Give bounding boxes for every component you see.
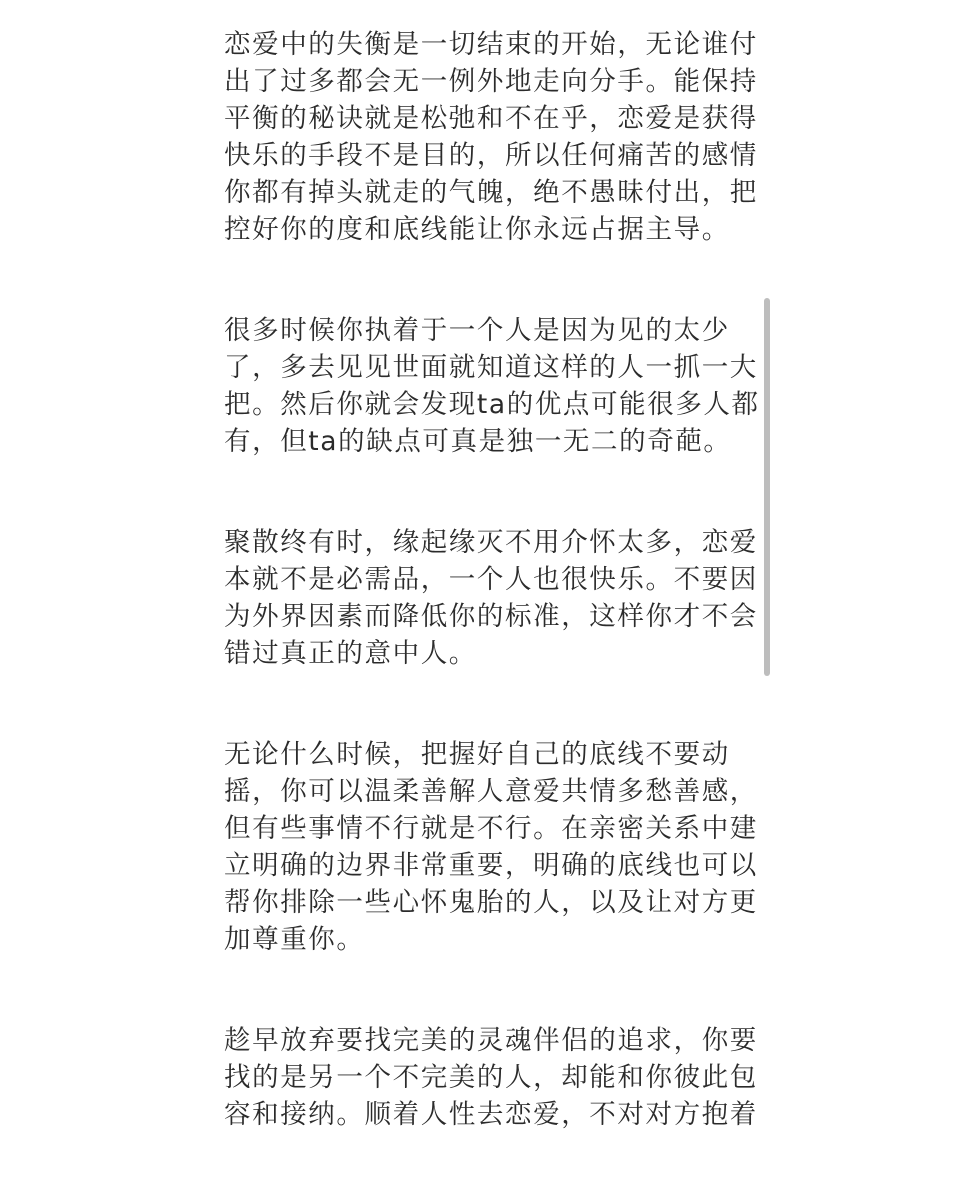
text-line: 很多时候你执着于一个人是因为见的太少 bbox=[224, 315, 730, 346]
paragraph-1 bbox=[224, 26, 758, 248]
text-line: 立明确的边界非常重要，明确的底线也可以 bbox=[224, 850, 758, 881]
paragraph-4 bbox=[224, 736, 758, 958]
text-line: 本就不是必需品，一个人也很快乐。不要因 bbox=[224, 564, 758, 595]
paragraph-3 bbox=[224, 524, 758, 672]
text-line: 找的是另一个不完美的人，却能和你彼此包 bbox=[224, 1062, 758, 1093]
text-line: 但有些事情不行就是不行。在亲密关系中建 bbox=[224, 813, 758, 844]
text-line: 有，但ta的缺点可真是独一无二的奇葩。 bbox=[224, 426, 732, 457]
paragraph-2 bbox=[224, 312, 760, 460]
text-line: 趁早放弃要找完美的灵魂伴侣的追求，你要 bbox=[224, 1025, 758, 1056]
text-line: 聚散终有时，缘起缘灭不用介怀太多，恋爱 bbox=[224, 527, 758, 558]
article-body bbox=[224, 26, 760, 1197]
text-line: 无论什么时候，把握好自己的底线不要动 bbox=[224, 739, 730, 770]
text-line: 你都有掉头就走的气魄，绝不愚昧付出，把 bbox=[224, 177, 758, 208]
text-line: 控好你的度和底线能让你永远占据主导。 bbox=[224, 214, 730, 245]
text-line: 容和接纳。顺着人性去恋爱，不对对方抱着 bbox=[224, 1099, 758, 1130]
text-line: 加尊重你。 bbox=[224, 924, 365, 955]
text-line: 摇，你可以温柔善解人意爱共情多愁善感， bbox=[224, 776, 758, 807]
text-line: 把。然后你就会发现ta的优点可能很多人都 bbox=[224, 389, 760, 420]
scrollbar-thumb[interactable] bbox=[764, 298, 770, 676]
text-line: 帮你排除一些心怀鬼胎的人，以及让对方更 bbox=[224, 887, 758, 918]
text-line: 错过真正的意中人。 bbox=[224, 638, 477, 669]
paragraph-5 bbox=[224, 1022, 758, 1133]
text-line: 恋爱中的失衡是一切结束的开始，无论谁付 bbox=[224, 29, 758, 60]
text-line: 为外界因素而降低你的标准，这样你才不会 bbox=[224, 601, 758, 632]
text-line: 快乐的手段不是目的，所以任何痛苦的感情 bbox=[224, 140, 758, 171]
text-line: 出了过多都会无一例外地走向分手。能保持 bbox=[224, 66, 758, 97]
text-line: 了，多去见见世面就知道这样的人一抓一大 bbox=[224, 352, 758, 383]
text-line: 平衡的秘诀就是松弛和不在乎，恋爱是获得 bbox=[224, 103, 758, 134]
